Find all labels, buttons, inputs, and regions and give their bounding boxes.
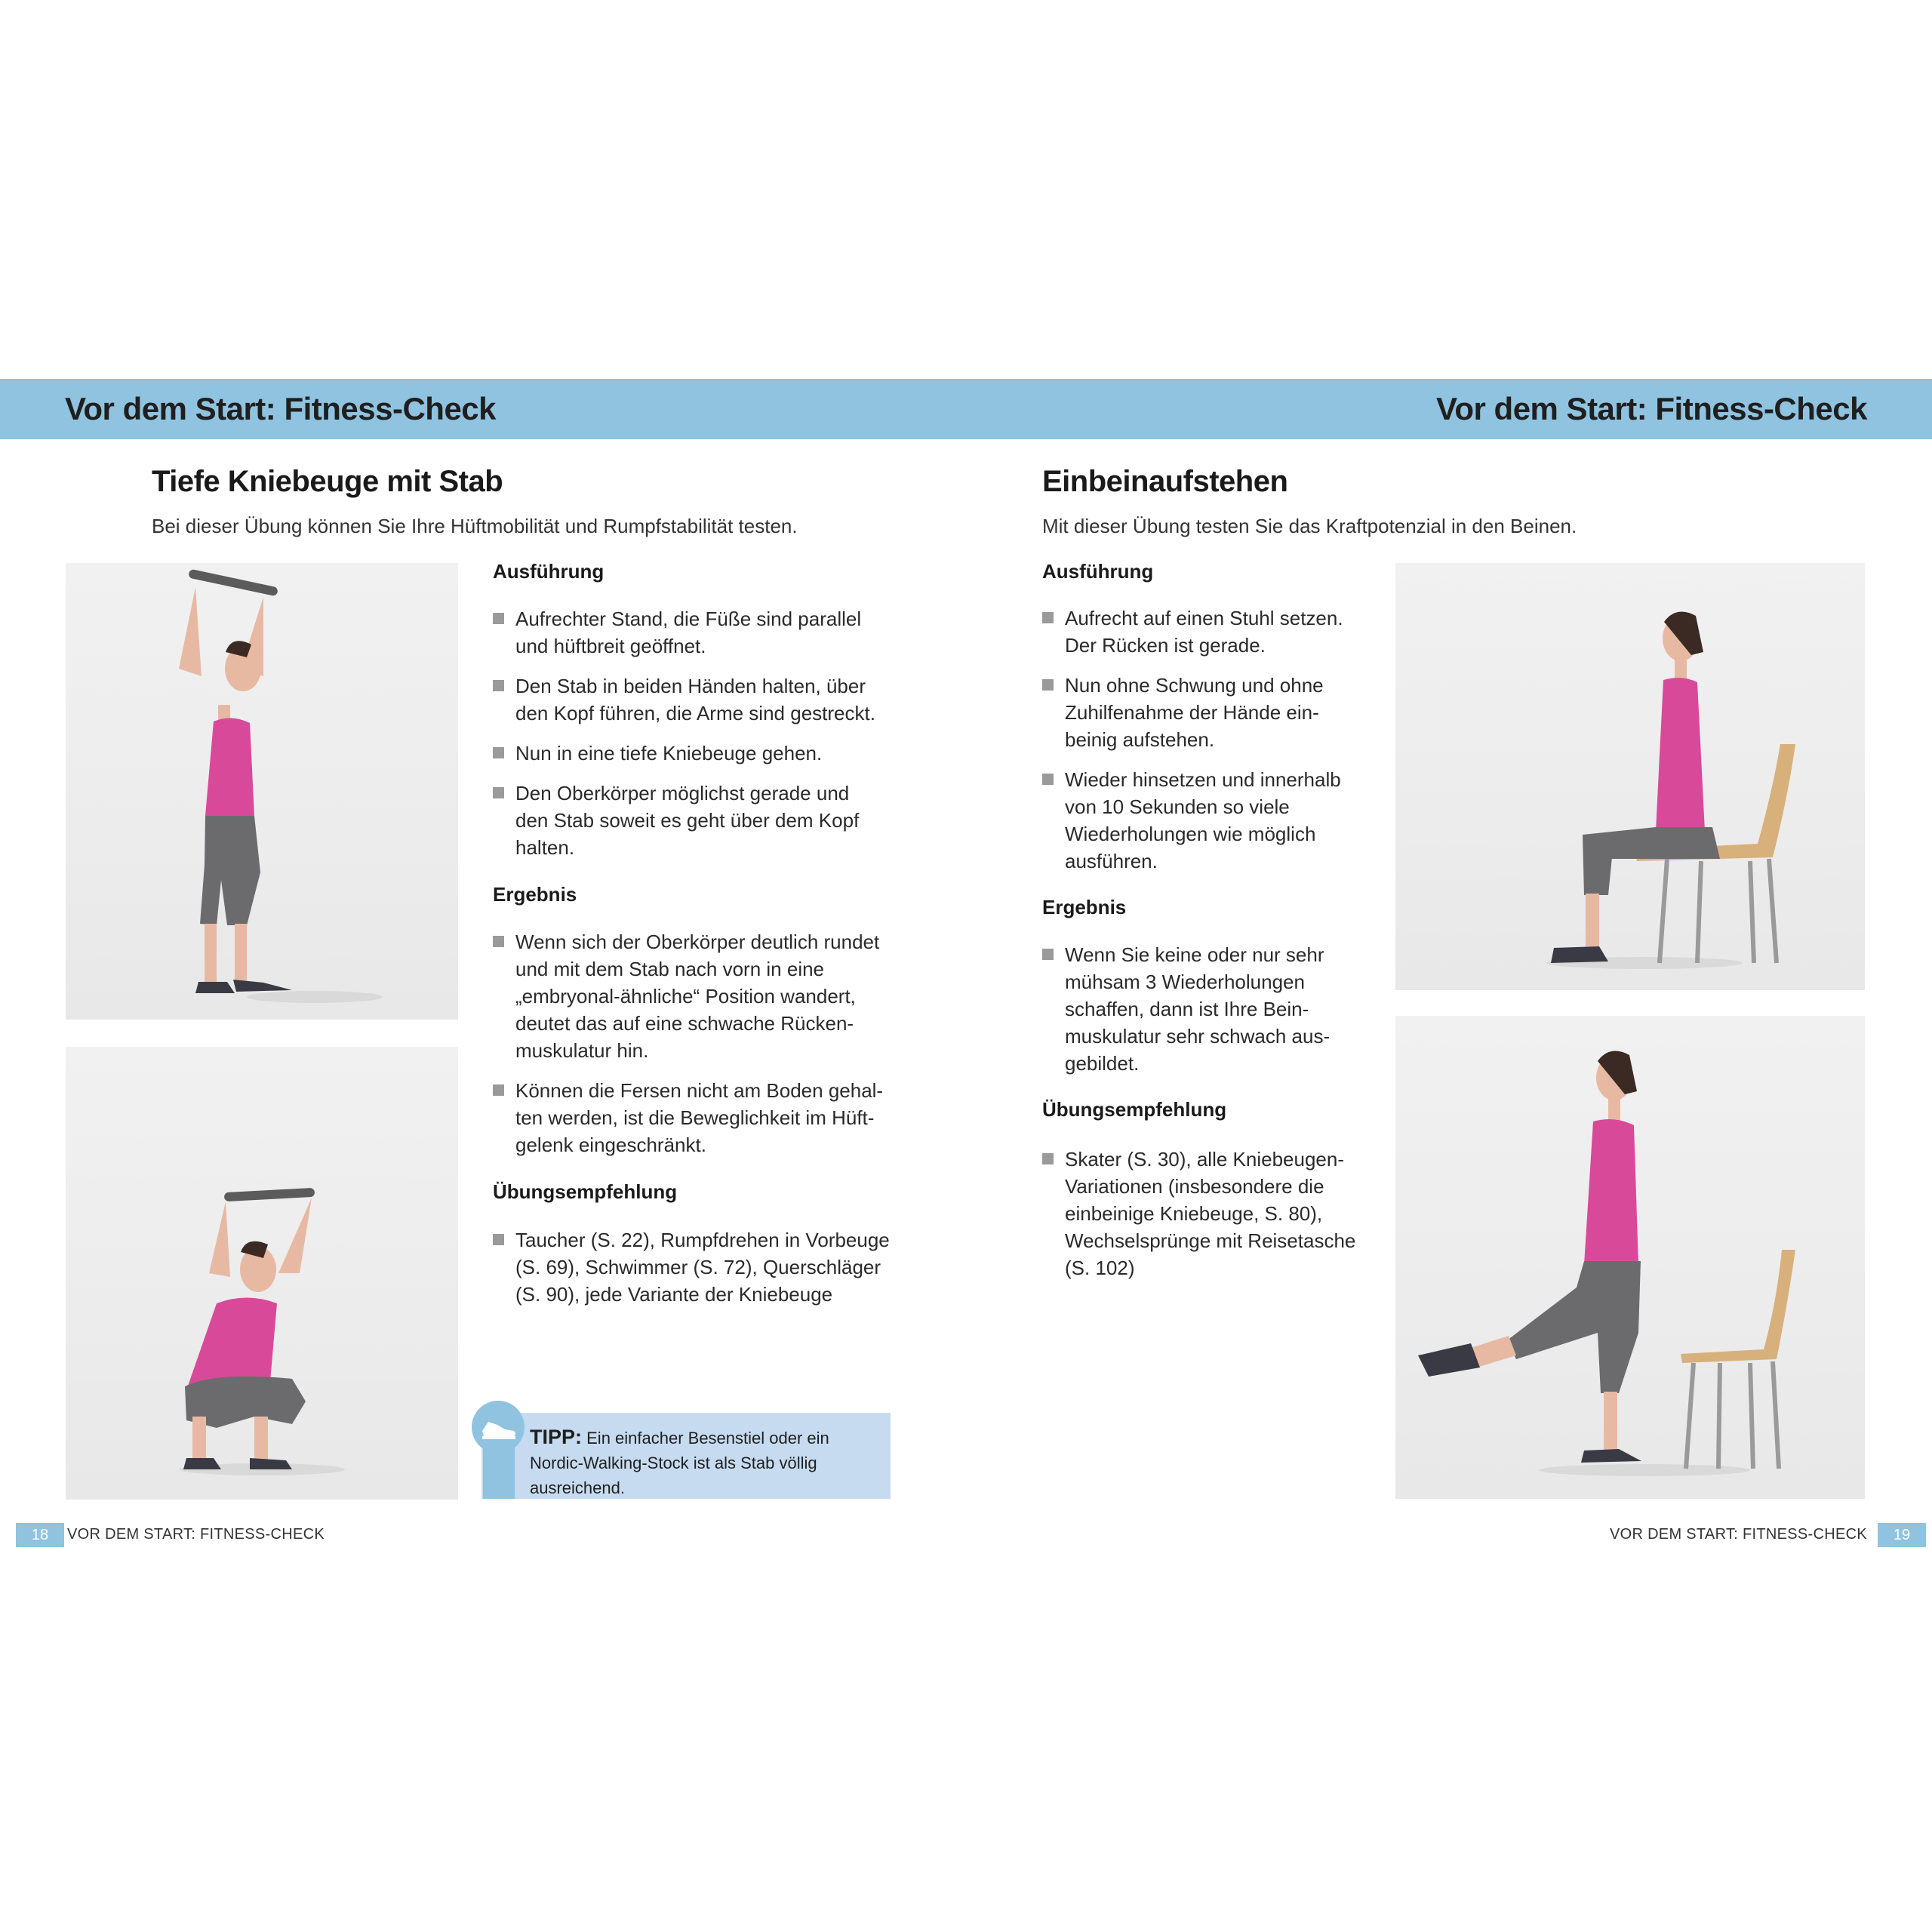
tip-text bbox=[530, 1425, 884, 1500]
right-ergebnis-list bbox=[1042, 941, 1374, 1090]
list-item: Den Oberkörper möglichst gerade und den Stab soweit es geht über dem Kopf halten. bbox=[493, 780, 915, 861]
right-running-head: Vor dem Start: Fitness-Check bbox=[1435, 391, 1867, 426]
bullet-square-icon bbox=[1042, 679, 1054, 691]
list-item: Taucher (S. 22), Rumpfdrehen in Vorbeuge (S. 69), Schwimmer (S. 72), Querschläger (S. 90), jede Variante der Kniebeuge bbox=[493, 1226, 915, 1308]
tip-marker bbox=[472, 1401, 525, 1454]
bullet-square-icon bbox=[493, 787, 504, 798]
right-ausfuehrung-heading: Ausführung bbox=[1042, 560, 1154, 583]
left-empfehlung-heading: Übungsempfehlung bbox=[493, 1180, 678, 1203]
left-intro: Bei dieser Übung können Sie Ihre Hüftmobilität und Rumpfstabilität testen. bbox=[152, 515, 798, 537]
list-item: Können die Fersen nicht am Boden gehal- ten werden, ist die Beweglichkeit im Hüft- gelenk eingeschränkt. bbox=[493, 1077, 915, 1158]
left-ergebnis-heading: Ergebnis bbox=[493, 883, 577, 906]
right-footer-label: VOR DEM START: FITNESS-CHECK bbox=[1609, 1526, 1867, 1543]
left-footer-label: VOR DEM START: FITNESS-CHECK bbox=[67, 1526, 325, 1543]
photo-deep-squat-with-bar bbox=[66, 1047, 458, 1500]
list-item: Aufrechter Stand, die Füße sind parallel und hüftbreit geöffnet. bbox=[493, 605, 915, 660]
bullet-square-icon bbox=[493, 936, 504, 947]
right-empfehlung-list bbox=[1042, 1146, 1374, 1294]
list-item: Wenn Sie keine oder nur sehr mühsam 3 Wiederholungen schaffen, dann ist Ihre Bein- muskulatur sehr schwach aus- gebildet. bbox=[1042, 941, 1374, 1077]
right-empfehlung-heading: Übungsempfehlung bbox=[1042, 1098, 1227, 1121]
bullet-square-icon bbox=[493, 613, 504, 624]
bullet-square-icon bbox=[1042, 1153, 1054, 1164]
tip-label: TIPP: bbox=[530, 1426, 583, 1448]
tip-body: Ein einfacher Besenstiel oder ein Nordic-Walking-Stock ist als Stab völlig ausreichend. bbox=[530, 1429, 829, 1497]
list-item: Aufrecht auf einen Stuhl setzen. Der Rücken ist gerade. bbox=[1042, 605, 1374, 659]
photo-seated-on-chair bbox=[1395, 563, 1865, 990]
left-section-title: Tiefe Kniebeuge mit Stab bbox=[152, 465, 503, 498]
bullet-square-icon bbox=[1042, 612, 1054, 623]
list-item: Nun ohne Schwung und ohne Zuhilfenahme der Hände ein- beinig aufstehen. bbox=[1042, 672, 1374, 753]
bullet-square-icon bbox=[493, 747, 504, 758]
right-intro: Mit dieser Übung testen Sie das Kraftpotenzial in den Beinen. bbox=[1042, 515, 1577, 537]
left-ausfuehrung-heading: Ausführung bbox=[493, 560, 605, 583]
list-item: Wenn sich der Oberkörper deutlich rundet und mit dem Stab nach vorn in eine „embryonal-ähnliche“ Position wandert, deutet das auf eine schwache Rücken- muskulatur hin. bbox=[493, 928, 915, 1064]
photo-standing-one-leg bbox=[1395, 1016, 1865, 1499]
list-item: Wieder hinsetzen und innerhalb von 10 Sekunden so viele Wiederholungen wie möglich ausführen. bbox=[1042, 766, 1374, 875]
photo-standing-with-bar bbox=[66, 563, 458, 1020]
right-ergebnis-heading: Ergebnis bbox=[1042, 896, 1127, 918]
bullet-square-icon bbox=[1042, 774, 1054, 785]
list-item: Skater (S. 30), alle Kniebeugen- Variationen (insbesondere die einbeinige Kniebeuge, S. 80), Wechselsprünge mit Reisetasche (S. 102) bbox=[1042, 1146, 1374, 1281]
left-page-number: 18 bbox=[16, 1523, 64, 1547]
bullet-square-icon bbox=[493, 1084, 504, 1096]
right-ausfuehrung-list bbox=[1042, 605, 1374, 888]
bullet-square-icon bbox=[1042, 949, 1054, 960]
left-empfehlung-list bbox=[493, 1226, 915, 1321]
bullet-square-icon bbox=[493, 1234, 504, 1245]
left-ergebnis-list bbox=[493, 928, 915, 1171]
list-item: Nun in eine tiefe Kniebeuge gehen. bbox=[493, 740, 915, 767]
left-running-head: Vor dem Start: Fitness-Check bbox=[65, 391, 497, 426]
sneaker-icon bbox=[472, 1401, 525, 1454]
right-page-number: 19 bbox=[1878, 1523, 1926, 1547]
list-item: Den Stab in beiden Händen halten, über den Kopf führen, die Arme sind gestreckt. bbox=[493, 672, 915, 727]
bullet-square-icon bbox=[493, 680, 504, 691]
left-ausfuehrung-list bbox=[493, 605, 915, 874]
right-section-title: Einbeinaufstehen bbox=[1042, 465, 1288, 498]
